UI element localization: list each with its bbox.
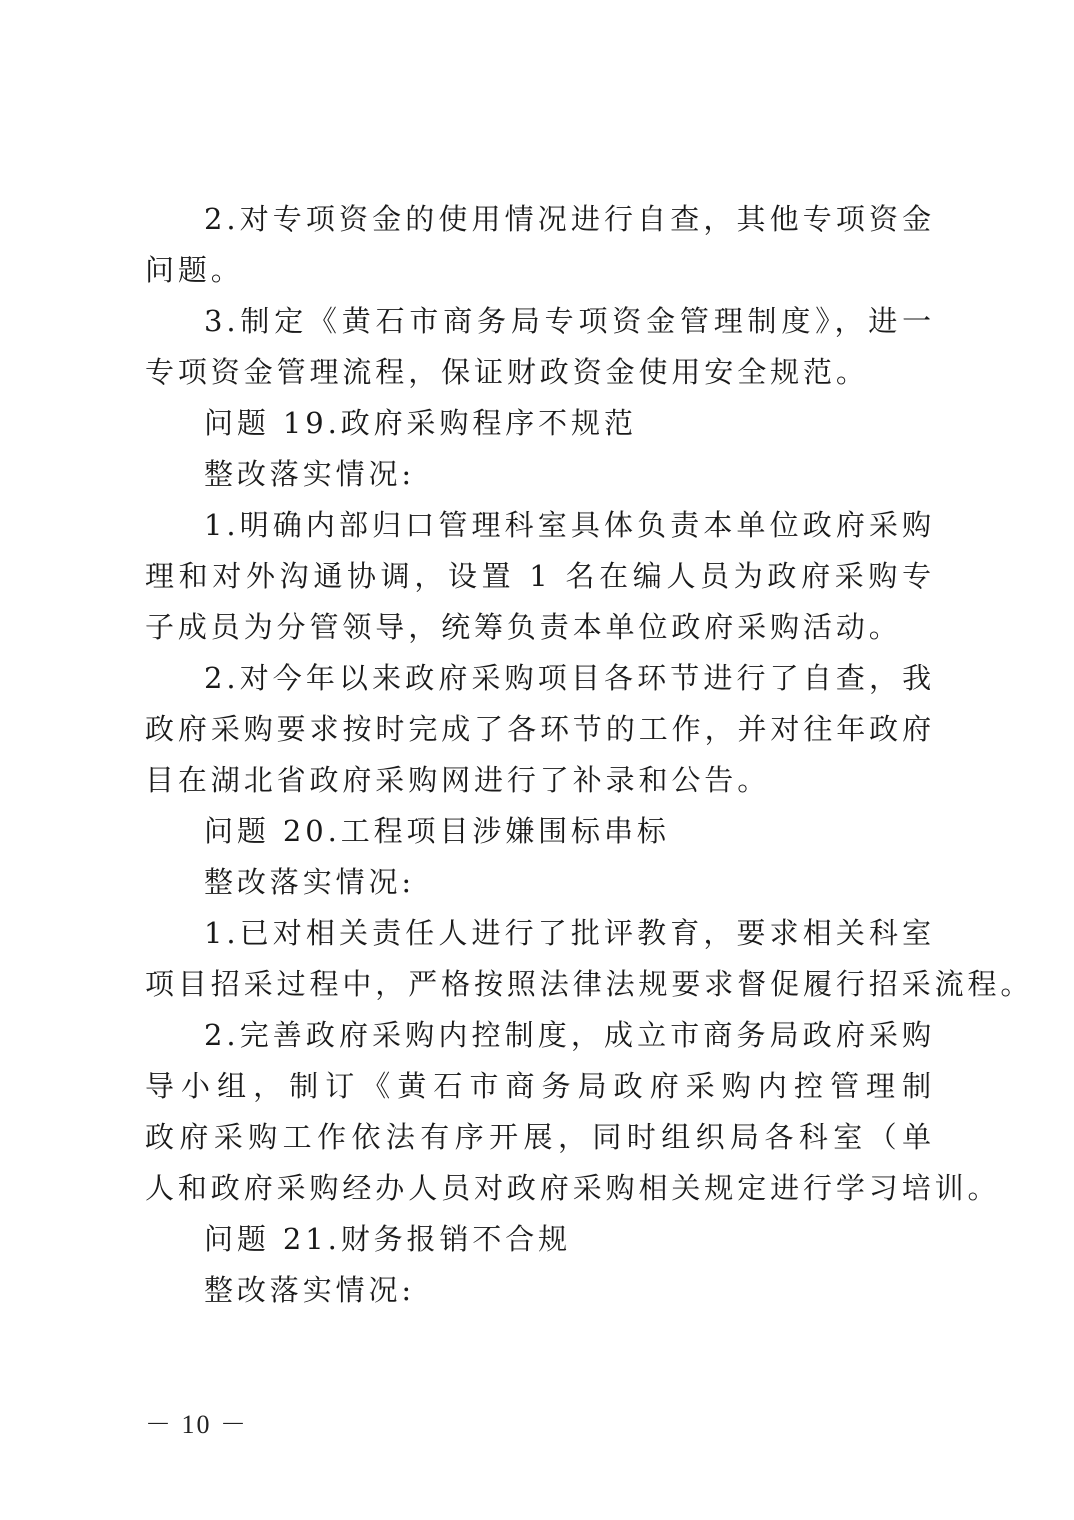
paragraph-line: 专项资金管理流程，保证财政资金使用安全规范。 (145, 355, 869, 389)
paragraph-line: 2.对今年以来政府采购项目各环节进行了自查，我 (204, 661, 935, 695)
document-body (145, 194, 1034, 1316)
section-label: 整改落实情况: (204, 457, 416, 491)
section-label: 整改落实情况: (204, 865, 416, 899)
paragraph-line: 导小组，制订《黄石市商务局政府采购内控管理制 (145, 1069, 935, 1103)
paragraph-line: 人和政府采购经办人员对政府采购相关规定进行学习培训。 (145, 1171, 1001, 1205)
issue-heading: 问题 19.政府采购程序不规范 (204, 406, 637, 440)
paragraph-line: 问题。 (145, 253, 244, 287)
paragraph-line: 2.对专项资金的使用情况进行自查，其他专项资金 (204, 202, 935, 236)
paragraph-line: 项目招采过程中，严格按照法律法规要求督促履行招采流程。 (145, 967, 1034, 1001)
paragraph-line: 政府采购要求按时完成了各环节的工作，并对往年政府 (145, 712, 935, 746)
paragraph-line: 2.完善政府采购内控制度，成立市商务局政府采购 (204, 1018, 935, 1052)
page-number: － 10 － (145, 1410, 249, 1439)
issue-heading: 问题 21.财务报销不合规 (204, 1222, 572, 1256)
issue-heading: 问题 20.工程项目涉嫌围标串标 (204, 814, 670, 848)
paragraph-line: 政府采购工作依法有序开展，同时组织局各科室（单 (145, 1120, 935, 1154)
section-label: 整改落实情况: (204, 1273, 416, 1307)
paragraph-line: 目在湖北省政府采购网进行了补录和公告。 (145, 763, 771, 797)
paragraph-line: 3.制定《黄石市商务局专项资金管理制度》，进一 (204, 304, 935, 338)
paragraph-line: 1.已对相关责任人进行了批评教育，要求相关科室 (204, 916, 935, 950)
paragraph-line: 1.明确内部归口管理科室具体负责本单位政府采购 (204, 508, 935, 542)
paragraph-line: 子成员为分管领导，统筹负责本单位政府采购活动。 (145, 610, 902, 644)
paragraph-line: 理和对外沟通协调，设置 1 名在编人员为政府采购专 (145, 559, 935, 593)
